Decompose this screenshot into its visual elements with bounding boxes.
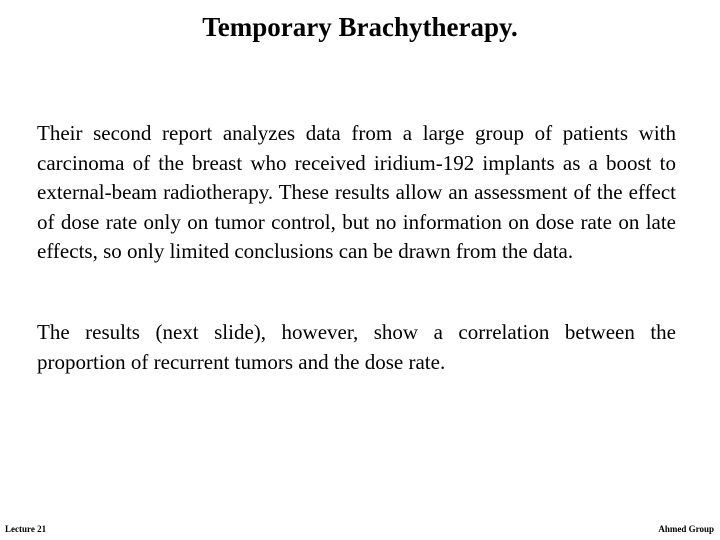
body-paragraph-results: The results (next slide), however, show a correlation between the proportion of recurrent tumors and the dose rate. (37, 320, 676, 374)
footer-lecture-label: Lecture 21 (5, 524, 47, 534)
body-paragraph-report: Their second report analyzes data from a large group of patients with carcinoma of the breast who received iridium-192 implants as a boost to external-beam radiotherapy. These results allow an assessment of the effect of dose rate only on tumor control, but no information on dose rate on late effects, so only limited conclusions can be drawn from the data. (37, 121, 676, 263)
slide-title: Temporary Brachytherapy. (202, 12, 518, 42)
footer-author-label: Ahmed Group (658, 524, 714, 534)
